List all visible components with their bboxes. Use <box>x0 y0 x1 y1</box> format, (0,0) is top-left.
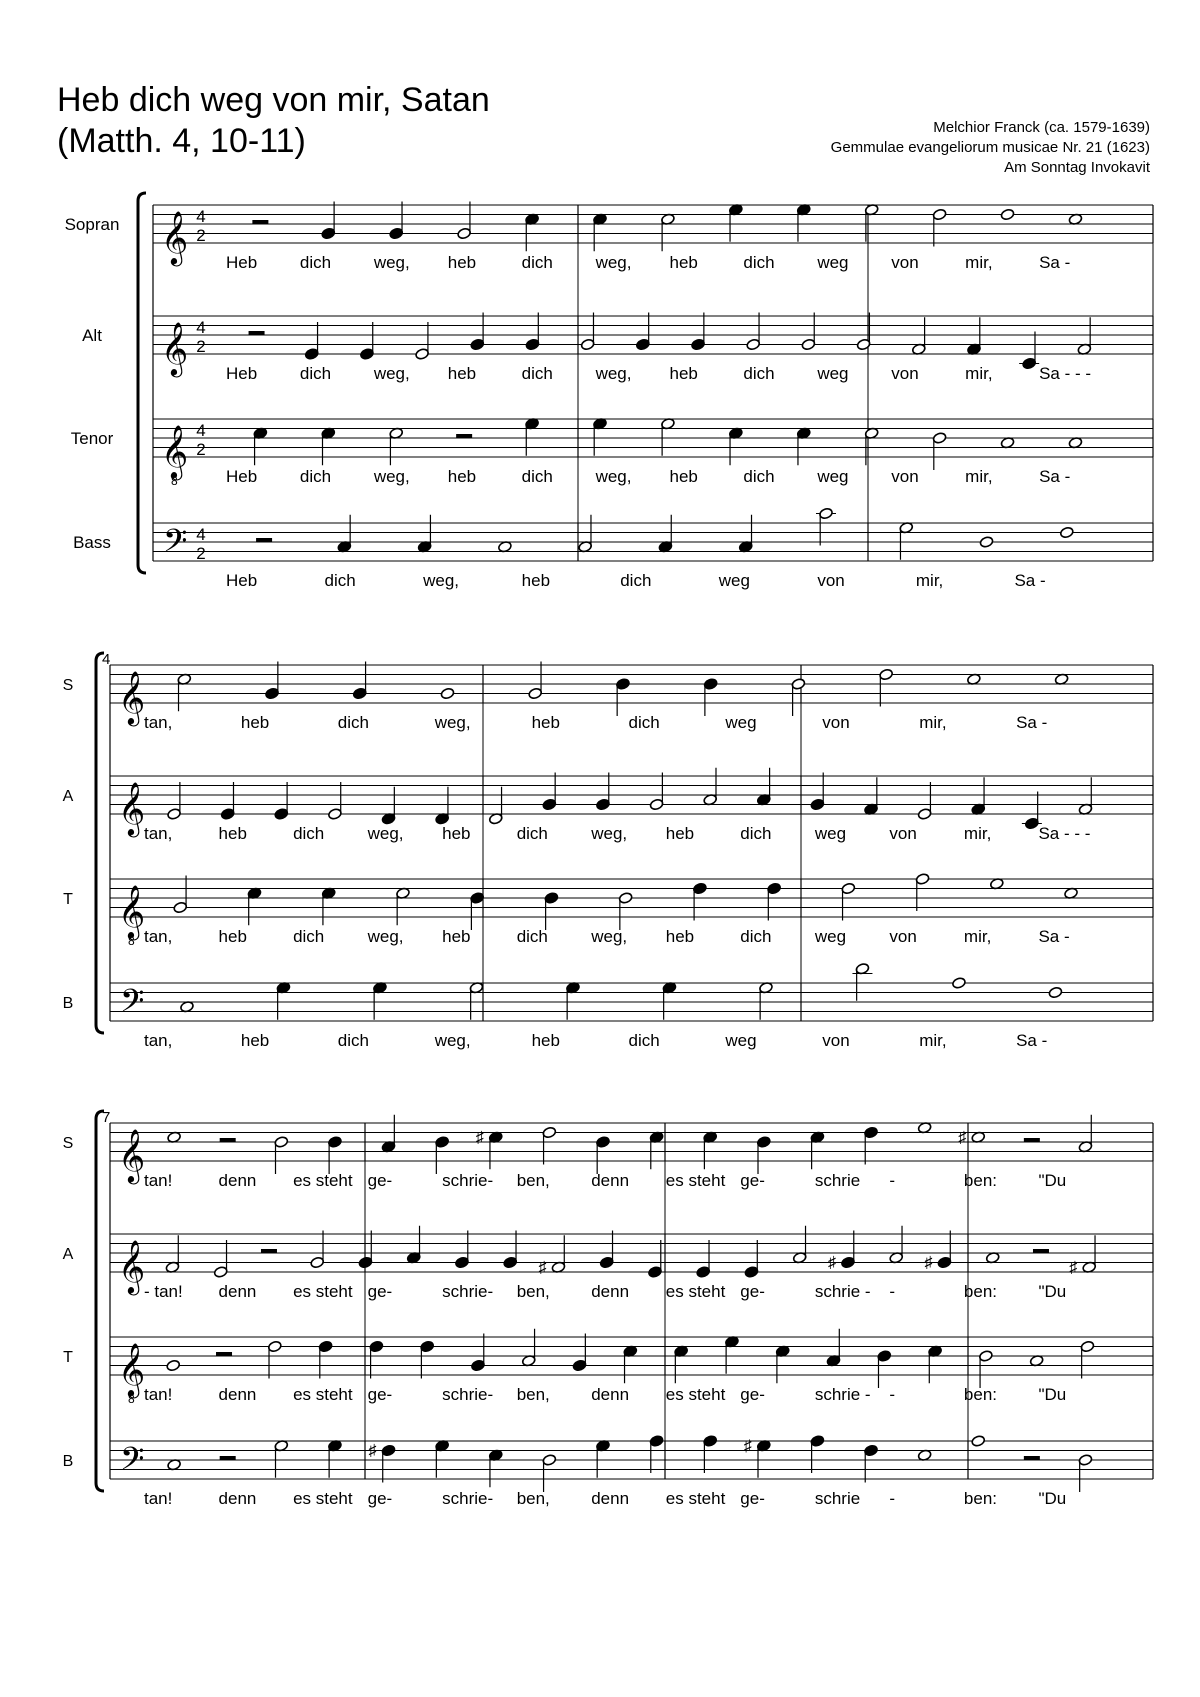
note-head <box>648 1266 663 1279</box>
lyric-syllable: ge- <box>740 1171 765 1190</box>
lyric-syllable: heb <box>531 1031 560 1050</box>
lyric-syllable: Sa - <box>1038 927 1070 946</box>
rest-mark <box>256 538 272 542</box>
lyric-syllable: tan! <box>144 1489 173 1508</box>
lyric-syllable: ge- <box>367 1385 393 1404</box>
lyric-syllable: "Du <box>1038 1385 1067 1404</box>
treble-clef-icon: 𝄞 <box>118 671 146 723</box>
note-head <box>1080 1340 1095 1353</box>
note-head <box>971 1435 986 1448</box>
lyric-syllable: weg, <box>591 927 628 946</box>
lyric-syllable: weg, <box>423 571 460 590</box>
lyric-syllable: Sa - <box>1039 253 1071 272</box>
note-head <box>220 808 235 821</box>
lyric-syllable: ge- <box>740 1489 765 1508</box>
note-head <box>932 208 947 221</box>
lyric-syllable: - <box>889 1489 896 1508</box>
lyric-syllable: heb <box>665 824 695 843</box>
rest-mark <box>1033 1249 1049 1253</box>
rest-mark <box>1024 1456 1040 1460</box>
lyric-syllable: heb <box>240 1031 270 1050</box>
note-head <box>420 1340 435 1353</box>
rest-mark <box>252 220 268 224</box>
note-head <box>265 687 280 700</box>
lyric-syllable: weg <box>814 927 847 946</box>
note-head <box>304 348 319 361</box>
system-bracket <box>96 653 104 1033</box>
time-signature-top: 4 <box>196 318 206 337</box>
note-head <box>952 977 967 990</box>
lyric-syllable: mir, <box>919 713 947 732</box>
octave-mark: 8 <box>128 1392 135 1406</box>
lyric-syllable: Sa - - - <box>1038 824 1091 843</box>
lyric-syllable: - <box>889 1385 896 1404</box>
title-line-2: (Matth. 4, 10-11) <box>57 122 306 160</box>
lyric-syllable: es steht <box>665 1282 726 1301</box>
source: Gemmulae evangeliorum musicae Nr. 21 (1623) <box>830 139 1150 156</box>
lyric-syllable: es steht <box>665 1171 726 1190</box>
note-head <box>352 687 367 700</box>
measure-number: 7 <box>102 1109 111 1126</box>
voice-label: A <box>62 788 74 805</box>
note-head <box>572 1359 587 1372</box>
note-head <box>864 1444 879 1457</box>
note-head <box>618 892 633 905</box>
lyric-syllable: es steht <box>665 1489 726 1508</box>
lyric-syllable: weg, <box>367 824 404 843</box>
lyric-syllable: denn <box>591 1282 630 1301</box>
note-head <box>864 1126 879 1139</box>
octave-mark: 8 <box>171 474 178 488</box>
note-head <box>756 1136 771 1149</box>
note-head <box>360 348 375 361</box>
lyric-syllable: von <box>822 713 850 732</box>
voice-label: T <box>63 891 73 908</box>
note-head <box>744 1266 759 1279</box>
note-head <box>528 687 543 700</box>
sharp-icon: ♯ <box>538 1259 547 1277</box>
note-head <box>542 798 557 811</box>
voice-label: Tenor <box>70 429 114 448</box>
note-head <box>310 1256 325 1269</box>
lyric-syllable: "Du <box>1038 1282 1067 1301</box>
note-head <box>321 227 336 240</box>
treble-clef-icon: 𝄞 <box>118 885 146 937</box>
note-head <box>470 892 485 905</box>
lyric-syllable: dich <box>299 364 332 383</box>
treble-clef-icon: 𝄞 <box>118 1129 146 1181</box>
note-head <box>470 338 485 351</box>
lyric-syllable: es steht <box>293 1171 353 1190</box>
lyric-syllable: Sa - <box>1014 571 1046 590</box>
time-signature-bottom: 2 <box>196 440 206 459</box>
lyric-syllable: dich <box>516 927 548 946</box>
sharp-icon: ♯ <box>924 1254 933 1272</box>
lyric-syllable: weg <box>817 364 849 383</box>
lyric-syllable: heb <box>669 253 698 272</box>
note-head <box>696 1266 711 1279</box>
lyric-syllable: heb <box>442 927 471 946</box>
lyric-syllable: ge- <box>740 1282 765 1301</box>
sharp-icon: ♯ <box>827 1254 836 1272</box>
lyric-syllable: heb <box>669 364 698 383</box>
lyric-syllable: heb <box>447 253 477 272</box>
lyric-syllable: weg, <box>367 927 404 946</box>
bass-clef-icon: 𝄢 <box>163 524 188 567</box>
lyric-syllable: heb <box>669 467 698 486</box>
time-signature-top: 4 <box>196 207 206 226</box>
note-head <box>649 798 664 811</box>
lyric-syllable: von <box>822 1031 850 1050</box>
lyric-syllable: dich <box>521 253 553 272</box>
lyric-syllable: von <box>891 364 919 383</box>
rest-mark <box>216 1352 232 1356</box>
lyric-syllable: von <box>891 467 919 486</box>
voice-label: A <box>62 1246 74 1263</box>
lyric-syllable: mir, <box>919 1031 947 1050</box>
note-head <box>841 882 856 895</box>
lyric-syllable: "Du <box>1038 1489 1067 1508</box>
note-head <box>381 1444 396 1457</box>
note-head <box>979 1350 994 1363</box>
note-head <box>1022 357 1037 370</box>
lyric-syllable: dich <box>516 824 548 843</box>
voice-label: B <box>62 995 74 1012</box>
note-head <box>636 338 651 351</box>
rest-mark <box>261 1249 277 1253</box>
system-bracket <box>138 193 146 573</box>
note-head <box>167 808 182 821</box>
lyric-syllable: schrie - <box>814 1282 871 1301</box>
note-head <box>810 1435 825 1448</box>
sharp-icon: ♯ <box>475 1129 484 1147</box>
rest-mark <box>1024 1138 1040 1142</box>
lyric-syllable: tan! <box>144 1171 173 1190</box>
lyric-syllable: dich <box>740 927 772 946</box>
note-head <box>703 1435 718 1448</box>
note-head <box>328 808 343 821</box>
lyric-syllable: ben, <box>516 1171 550 1190</box>
note-head <box>915 873 930 886</box>
note-head <box>819 507 834 520</box>
note-head <box>457 227 472 240</box>
treble-clef-icon: 𝄞 <box>118 1343 146 1395</box>
lyric-syllable: tan! <box>144 1385 173 1404</box>
sharp-icon: ♯ <box>958 1129 967 1147</box>
lyric-syllable: schrie- <box>442 1385 494 1404</box>
lyric-syllable: heb <box>447 364 477 383</box>
lyric-syllable: schrie <box>814 1489 861 1508</box>
lyric-syllable: es steht <box>293 1282 353 1301</box>
note-head <box>691 338 706 351</box>
note-head <box>503 1256 518 1269</box>
time-signature-top: 4 <box>196 421 206 440</box>
voice-label: T <box>63 1349 73 1366</box>
lyric-syllable: - <box>889 1171 896 1190</box>
lyric-syllable: dich <box>743 364 775 383</box>
lyric-syllable: ben: <box>963 1282 998 1301</box>
lyric-syllable: weg <box>817 467 849 486</box>
lyric-syllable: mir, <box>965 467 993 486</box>
lyric-syllable: - <box>889 1282 896 1301</box>
lyric-syllable: tan, <box>144 824 173 843</box>
note-head <box>879 668 894 681</box>
lyric-syllable: weg, <box>373 364 410 383</box>
voice-label: Alt <box>82 326 102 345</box>
note-head <box>440 687 455 700</box>
note-head <box>318 1340 333 1353</box>
lyric-syllable: ge- <box>367 1171 393 1190</box>
lyric-syllable: denn <box>218 1282 257 1301</box>
note-head <box>213 1266 228 1279</box>
lyric-syllable: dich <box>293 927 325 946</box>
octave-mark: 8 <box>128 934 135 948</box>
time-signature-top: 4 <box>196 525 206 544</box>
treble-clef-icon: 𝄞 <box>161 425 189 477</box>
note-head <box>703 678 718 691</box>
note-head <box>791 678 806 691</box>
bass-clef-icon: 𝄢 <box>120 984 145 1027</box>
note-head <box>274 1136 289 1149</box>
note-head <box>937 1256 952 1269</box>
lyric-syllable: ge- <box>367 1282 393 1301</box>
lyric-syllable: ge- <box>740 1385 765 1404</box>
sharp-icon: ♯ <box>1069 1259 1078 1277</box>
note-head <box>415 348 430 361</box>
note-head <box>542 1454 557 1467</box>
lyric-syllable: heb <box>218 927 247 946</box>
note-head <box>746 338 761 351</box>
lyric-syllable: heb <box>240 713 270 732</box>
note-head <box>358 1256 373 1269</box>
lyric-syllable: weg <box>718 571 750 590</box>
lyric-syllable: weg <box>814 824 847 843</box>
note-head <box>166 1359 181 1372</box>
lyric-syllable: denn <box>218 1171 257 1190</box>
note-head <box>471 1359 486 1372</box>
note-head <box>616 678 631 691</box>
voice-label: Sopran <box>64 215 120 234</box>
lyric-syllable: ben, <box>516 1385 550 1404</box>
lyric-syllable: ben: <box>963 1385 998 1404</box>
note-head <box>856 338 871 351</box>
note-head <box>932 432 947 445</box>
lyric-syllable: Sa - - - <box>1039 364 1092 383</box>
system-bracket <box>96 1111 104 1491</box>
lyric-syllable: heb <box>521 571 551 590</box>
bass-clef-icon: 𝄢 <box>120 1442 145 1485</box>
lyric-syllable: weg, <box>434 713 471 732</box>
rest-mark <box>220 1456 236 1460</box>
lyric-syllable: mir, <box>963 927 992 946</box>
lyric-syllable: weg <box>725 713 757 732</box>
lyric-syllable: "Du <box>1038 1171 1067 1190</box>
lyric-syllable: heb <box>218 824 247 843</box>
lyric-syllable: weg, <box>595 364 632 383</box>
note-head <box>810 798 825 811</box>
treble-clef-icon: 𝄞 <box>161 322 189 374</box>
lyric-syllable: Sa - <box>1039 467 1071 486</box>
note-head <box>979 536 994 549</box>
lyric-syllable: weg, <box>373 253 410 272</box>
lyric-syllable: von <box>889 927 917 946</box>
lyric-syllable: schrie <box>814 1171 861 1190</box>
note-head <box>580 338 595 351</box>
lyric-syllable: ben, <box>516 1489 550 1508</box>
lyric-syllable: heb <box>442 824 471 843</box>
note-head <box>1078 1454 1093 1467</box>
voice-label: S <box>62 677 74 694</box>
lyric-syllable: schrie- <box>442 1171 494 1190</box>
time-signature-bottom: 2 <box>196 337 206 356</box>
lyric-syllable: es steht <box>293 1385 353 1404</box>
lyric-syllable: denn <box>218 1489 257 1508</box>
lyric-syllable: dich <box>743 467 775 486</box>
time-signature-bottom: 2 <box>196 544 206 563</box>
lyric-syllable: schrie- <box>442 1489 494 1508</box>
lyric-syllable: Sa - <box>1016 713 1048 732</box>
note-head <box>693 882 708 895</box>
lyric-syllable: denn <box>591 1171 630 1190</box>
voice-label: B <box>62 1453 74 1470</box>
lyric-syllable: weg, <box>591 824 628 843</box>
note-head <box>599 1256 614 1269</box>
note-head <box>542 1126 557 1139</box>
lyric-syllable: mir, <box>965 253 993 272</box>
note-head <box>274 808 289 821</box>
lyric-syllable: mir, <box>965 364 993 383</box>
lyric-syllable: dich <box>293 824 325 843</box>
lyric-syllable: heb <box>447 467 477 486</box>
note-head <box>877 1350 892 1363</box>
lyric-syllable: ben, <box>516 1282 550 1301</box>
lyric-syllable: von <box>817 571 845 590</box>
note-head <box>173 901 188 914</box>
lyric-syllable: dich <box>299 253 332 272</box>
lyric-syllable: Sa - <box>1016 1031 1048 1050</box>
lyric-syllable: denn <box>591 1489 630 1508</box>
lyric-syllable: dich <box>324 571 356 590</box>
rest-mark <box>220 1138 236 1142</box>
lyric-syllable: tan, <box>144 1031 173 1050</box>
composer: Melchior Franck (ca. 1579-1639) <box>933 119 1150 136</box>
note-head <box>649 1435 664 1448</box>
lyric-syllable: es steht <box>293 1489 353 1508</box>
note-head <box>389 227 404 240</box>
voice-label: S <box>62 1135 74 1152</box>
lyric-syllable: schrie - <box>814 1385 871 1404</box>
occasion: Am Sonntag Invokavit <box>1004 159 1150 176</box>
lyric-syllable: schrie- <box>442 1282 494 1301</box>
lyric-syllable: Heb <box>226 364 258 383</box>
note-head <box>455 1256 470 1269</box>
lyric-syllable: es steht <box>665 1385 726 1404</box>
lyric-syllable: weg, <box>434 1031 471 1050</box>
note-head <box>544 892 559 905</box>
lyric-syllable: ben: <box>963 1489 998 1508</box>
voice-label: Bass <box>73 533 111 552</box>
measure-number: 4 <box>102 651 111 668</box>
lyric-syllable: denn <box>591 1385 630 1404</box>
lyric-syllable: mir, <box>915 571 944 590</box>
note-head <box>1025 817 1040 830</box>
lyric-syllable: ben: <box>963 1171 998 1190</box>
lyric-syllable: Heb <box>226 253 258 272</box>
note-head <box>841 1256 856 1269</box>
note-head <box>1048 986 1063 999</box>
lyric-syllable: weg <box>817 253 849 272</box>
note-head <box>369 1340 384 1353</box>
lyric-syllable: von <box>891 253 919 272</box>
lyric-syllable: dich <box>740 824 772 843</box>
lyric-syllable: weg, <box>595 467 632 486</box>
treble-clef-icon: 𝄞 <box>161 211 189 263</box>
lyric-syllable: dich <box>628 1031 660 1050</box>
sharp-icon: ♯ <box>743 1437 752 1455</box>
time-signature-bottom: 2 <box>196 226 206 245</box>
treble-clef-icon: 𝄞 <box>118 1240 146 1292</box>
lyric-syllable: dich <box>620 571 652 590</box>
treble-clef-icon: 𝄞 <box>118 782 146 834</box>
note-head <box>596 798 611 811</box>
note-head <box>328 1136 343 1149</box>
lyric-syllable: Heb <box>226 467 258 486</box>
lyric-syllable: weg <box>725 1031 757 1050</box>
lyric-syllable: dich <box>337 713 369 732</box>
lyric-syllable: dich <box>337 1031 369 1050</box>
lyric-syllable: heb <box>531 713 560 732</box>
lyric-syllable: ge- <box>367 1489 393 1508</box>
lyric-syllable: dich <box>743 253 775 272</box>
lyric-syllable: dich <box>299 467 332 486</box>
note-head <box>267 1340 282 1353</box>
rest-mark <box>456 434 472 438</box>
lyric-syllable: mir, <box>963 824 992 843</box>
lyric-syllable: dich <box>521 364 553 383</box>
lyric-syllable: weg, <box>373 467 410 486</box>
note-head <box>1059 526 1074 539</box>
sharp-icon: ♯ <box>368 1442 377 1460</box>
note-head <box>1000 208 1015 221</box>
lyric-syllable: heb <box>665 927 695 946</box>
lyric-syllable: denn <box>218 1385 257 1404</box>
lyric-syllable: - tan! <box>144 1282 183 1301</box>
title-line-1: Heb dich weg von mir, Satan <box>57 81 490 119</box>
lyric-syllable: dich <box>628 713 660 732</box>
lyric-syllable: dich <box>521 467 553 486</box>
rest-mark <box>249 331 265 335</box>
note-head <box>525 338 540 351</box>
note-head <box>801 338 816 351</box>
lyric-syllable: tan, <box>144 713 173 732</box>
lyric-syllable: Heb <box>226 571 258 590</box>
lyric-syllable: weg, <box>595 253 632 272</box>
lyric-syllable: tan, <box>144 927 173 946</box>
note-head <box>596 1136 611 1149</box>
note-head <box>435 1136 450 1149</box>
note-head <box>917 808 932 821</box>
note-head <box>767 882 782 895</box>
lyric-syllable: von <box>889 824 917 843</box>
